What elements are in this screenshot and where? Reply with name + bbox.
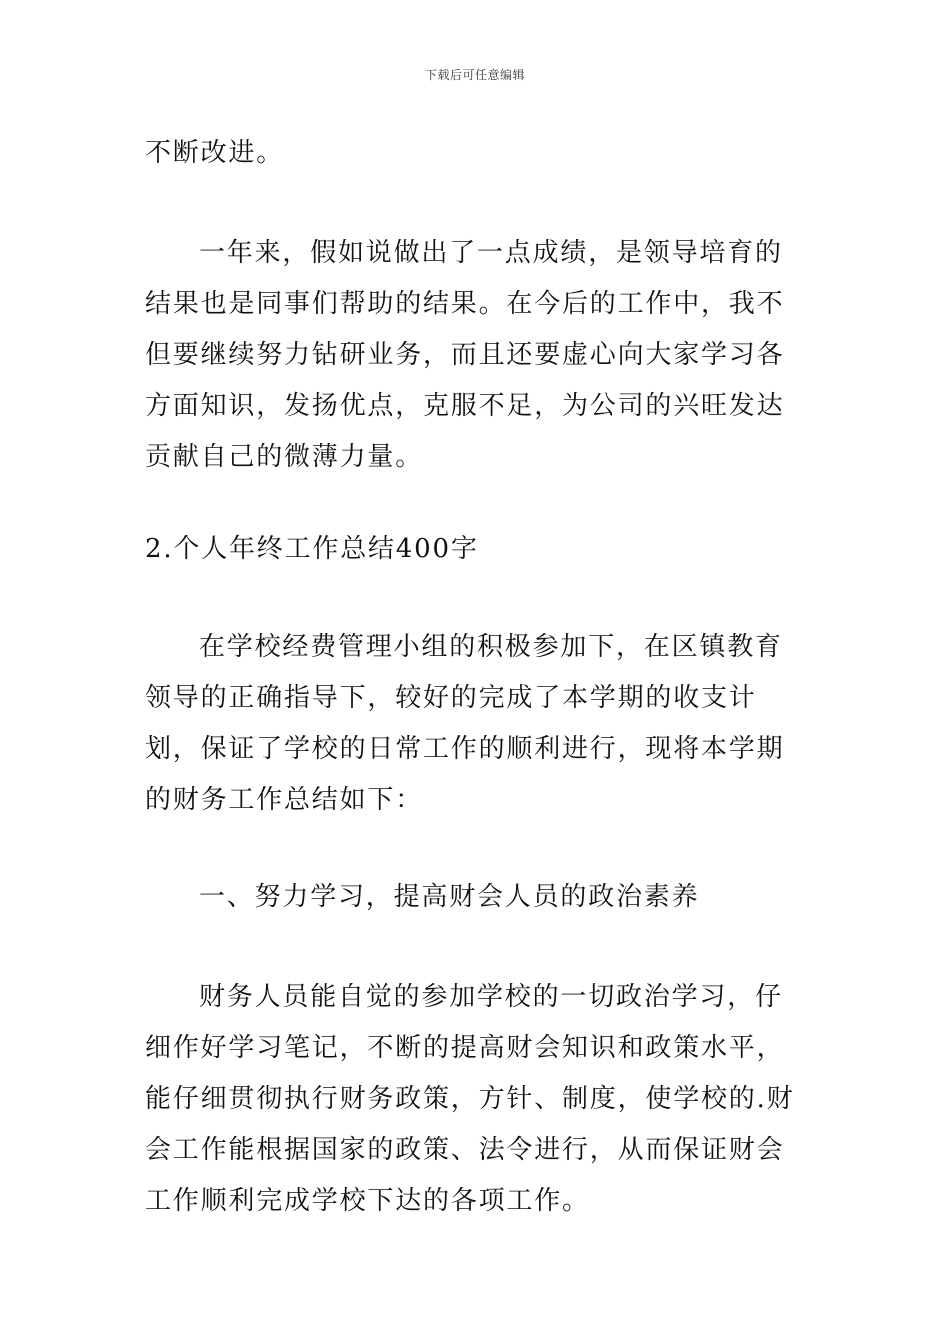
section-heading — [145, 524, 807, 575]
paragraph-continuation — [145, 128, 807, 179]
paragraph: 一年来，假如说做出了一点成绩，是领导培育的结果也是同事们帮助的结果。在今后的工作中，我不但要继续努力钻研业务，而且还要虚心向大家学习各方面知识，发扬优点，克服不足，为公司的兴旺发达贡献自己的微薄力量。 — [145, 238, 785, 472]
paragraph-intro — [145, 622, 807, 826]
paragraph: 在学校经费管理小组的积极参加下，在区镇教育领导的正确指导下，较好的完成了本学期的收支计划，保证了学校的日常工作的顺利进行，现将本学期的财务工作总结如下： — [145, 632, 785, 815]
paragraph-details — [145, 972, 807, 1227]
heading: 2.个人年终工作总结400字 — [145, 534, 479, 564]
paragraph: 不断改进。 — [145, 138, 285, 168]
paragraph-summary — [145, 228, 807, 483]
paragraph: 财务人员能自觉的参加学校的一切政治学习，仔细作好学习笔记，不断的提高财会知识和政策水平，能仔细贯彻执行财务政策，方针、制度，使学校的.财会工作能根据国家的政策、法令进行，从而保证财会工作顺利完成学校下达的各项工作。 — [145, 982, 795, 1216]
page-header: 下载后可任意编辑 — [424, 68, 525, 82]
subsection-heading — [145, 872, 807, 923]
heading: 一、努力学习，提高财会人员的政治素养 — [199, 882, 700, 912]
